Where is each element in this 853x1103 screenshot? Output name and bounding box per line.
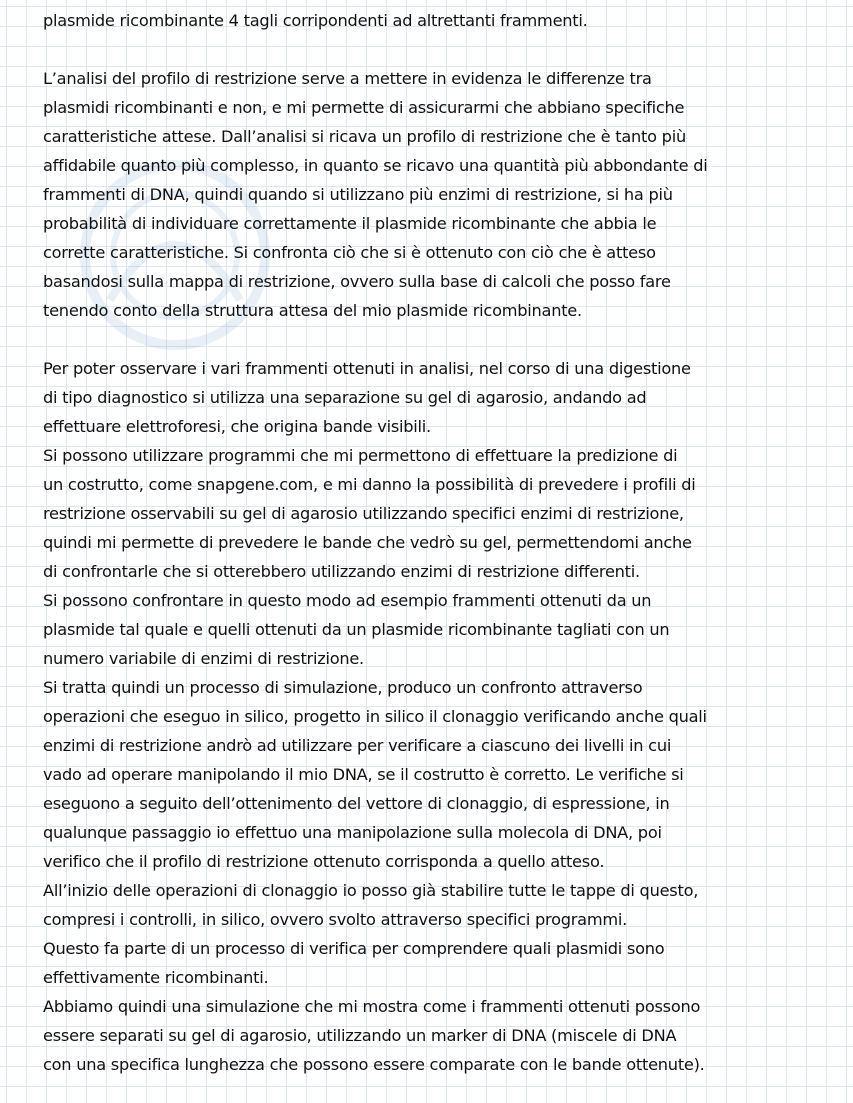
text-line: Si possono utilizzare programmi che mi permettono di effettuare la predizione di: [43, 446, 678, 465]
text-line: qualunque passaggio io effettuo una manipolazione sulla molecola di DNA, poi: [43, 823, 662, 842]
text-line: vado ad operare manipolando il mio DNA, se il costrutto è corretto. Le verifiche si: [43, 765, 684, 784]
text-line: affidabile quanto più complesso, in quanto se ricavo una quantità più abbondante di: [43, 156, 708, 175]
text-line: corrette caratteristiche. Si confronta ciò che si è ottenuto con ciò che è atteso: [43, 243, 656, 262]
text-line: con una specifica lunghezza che possono essere comparate con le bande ottenute).: [43, 1055, 705, 1074]
text-line: Per poter osservare i vari frammenti ottenuti in analisi, nel corso di una digestione: [43, 359, 691, 378]
text-line: di confrontarle che si otterebbero utilizzando enzimi di restrizione differenti.: [43, 562, 640, 581]
text-line: numero variabile di enzimi di restrizione.: [43, 649, 364, 668]
text-line: effettivamente ricombinanti.: [43, 968, 269, 987]
text-line: Questo fa parte di un processo di verifica per comprendere quali plasmidi sono: [43, 939, 665, 958]
text-line: caratteristiche attese. Dall’analisi si ricava un profilo di restrizione che è tanto più: [43, 127, 686, 146]
text-line: effettuare elettroforesi, che origina bande visibili.: [43, 417, 431, 436]
text-line: frammenti di DNA, quindi quando si utilizzano più enzimi di restrizione, si ha più: [43, 185, 673, 204]
paragraph-break: [43, 325, 847, 354]
text-line: Abbiamo quindi una simulazione che mi mostra come i frammenti ottenuti possono: [43, 997, 701, 1016]
text-line: restrizione osservabili su gel di agarosio utilizzando specifici enzimi di restrizione,: [43, 504, 684, 523]
paragraph-break: [43, 35, 847, 64]
text-line: Si possono confrontare in questo modo ad esempio frammenti ottenuti da un: [43, 591, 652, 610]
text-line: basandosi sulla mappa di restrizione, ovvero sulla base di calcoli che posso fare: [43, 272, 671, 291]
text-line: probabilità di individuare correttamente il plasmide ricombinante che abbia le: [43, 214, 657, 233]
text-line: un costrutto, come snapgene.com, e mi danno la possibilità di prevedere i profili di: [43, 475, 696, 494]
text-line: essere separati su gel di agarosio, utilizzando un marker di DNA (miscele di DNA: [43, 1026, 677, 1045]
text-line: compresi i controlli, in silico, ovvero svolto attraverso specifici programmi.: [43, 910, 628, 929]
text-line: eseguono a seguito dell’ottenimento del vettore di clonaggio, di espressione, in: [43, 794, 670, 813]
text-line: plasmide tal quale e quelli ottenuti da un plasmide ricombinante tagliati con un: [43, 620, 670, 639]
text-line: L’analisi del profilo di restrizione serve a mettere in evidenza le differenze tra: [43, 69, 652, 88]
document-page: [43, 6, 847, 1079]
text-line: verifico che il profilo di restrizione ottenuto corrisponda a quello atteso.: [43, 852, 605, 871]
text-line: plasmide ricombinante 4 tagli corripondenti ad altrettanti frammenti.: [43, 11, 588, 30]
text-line: quindi mi permette di prevedere le bande che vedrò su gel, permettendomi anche: [43, 533, 692, 552]
text-line: All’inizio delle operazioni di clonaggio io posso già stabilire tutte le tappe di questo,: [43, 881, 699, 900]
text-line: di tipo diagnostico si utilizza una separazione su gel di agarosio, andando ad: [43, 388, 647, 407]
text-line: Si tratta quindi un processo di simulazione, produco un confronto attraverso: [43, 678, 643, 697]
text-line: operazioni che eseguo in silico, progetto in silico il clonaggio verificando anche quali: [43, 707, 707, 726]
text-line: tenendo conto della struttura attesa del mio plasmide ricombinante.: [43, 301, 582, 320]
text-line: plasmidi ricombinanti e non, e mi permette di assicurarmi che abbiano specifiche: [43, 98, 685, 117]
text-line: enzimi di restrizione andrò ad utilizzare per verificare a ciascuno dei livelli in cui: [43, 736, 672, 755]
